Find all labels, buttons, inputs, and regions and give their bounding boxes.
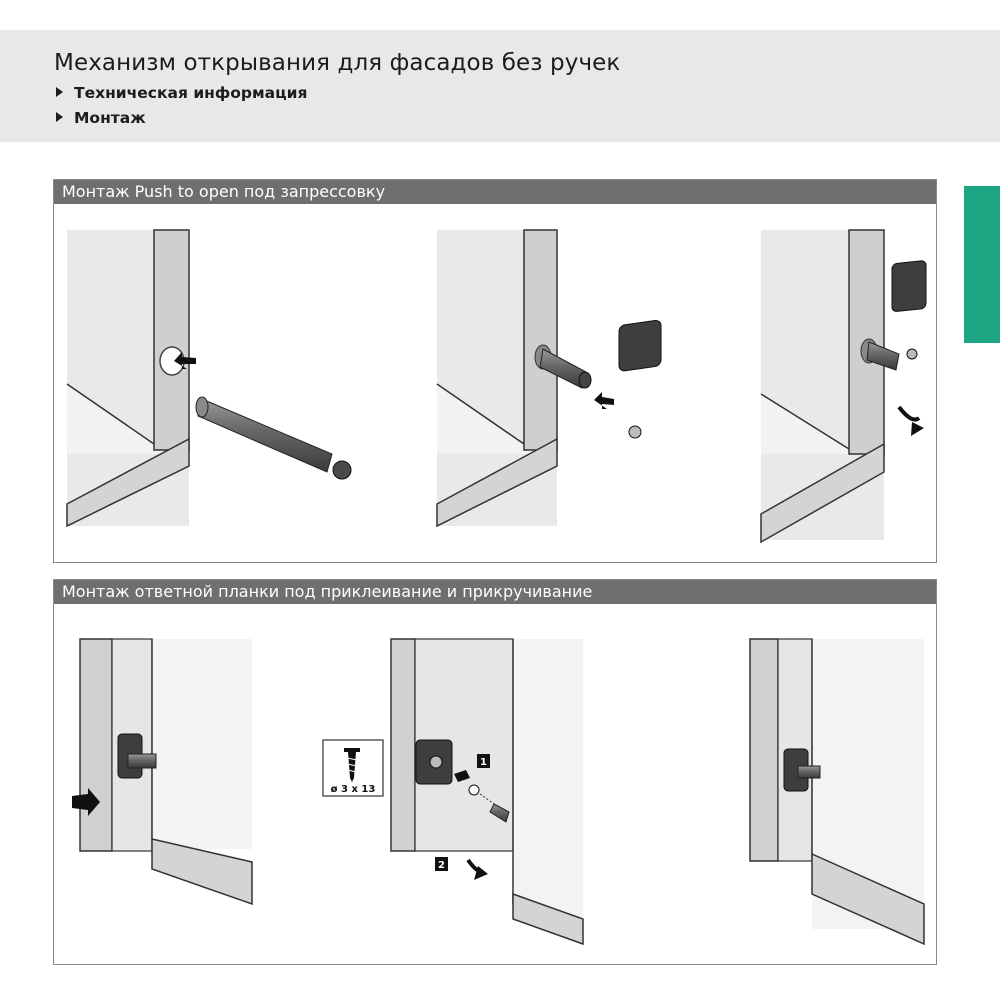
arrow-right-icon xyxy=(56,112,63,122)
illustration-step-result xyxy=(761,230,926,542)
section-strike-plate xyxy=(53,579,937,965)
chapter-tab[interactable] xyxy=(964,186,1000,343)
arrow-right-icon xyxy=(56,87,63,97)
link-label: Техническая информация xyxy=(74,84,308,102)
strike-plate-illustrations xyxy=(54,604,936,964)
step-number: 2 xyxy=(438,860,445,871)
link-mounting[interactable] xyxy=(56,109,146,127)
illustration-strike-plate-glue xyxy=(72,639,252,904)
step-number: 1 xyxy=(480,757,487,768)
illustration-step-insert-damper xyxy=(67,230,351,526)
illustration-step-attach-plate xyxy=(437,230,661,526)
page-header xyxy=(0,30,1000,142)
push-to-open-illustrations xyxy=(54,204,936,562)
illustration-strike-plate-result xyxy=(750,639,924,944)
screw-size-label: ø 3 x 13 xyxy=(330,784,376,795)
illustration-strike-plate-screw xyxy=(323,639,583,944)
step-badge-1 xyxy=(477,754,490,768)
section-title: Монтаж ответной планки под приклеивание и прикручивание xyxy=(54,580,936,604)
section-push-to-open xyxy=(53,179,937,563)
step-badge-2 xyxy=(435,857,448,871)
section-title: Монтаж Push to open под запрессовку xyxy=(54,180,936,204)
screw-size-box xyxy=(323,740,383,796)
link-technical-info[interactable] xyxy=(56,84,307,102)
page-title: Механизм открывания для фасадов без ручек xyxy=(54,50,621,76)
link-label: Монтаж xyxy=(74,109,146,127)
